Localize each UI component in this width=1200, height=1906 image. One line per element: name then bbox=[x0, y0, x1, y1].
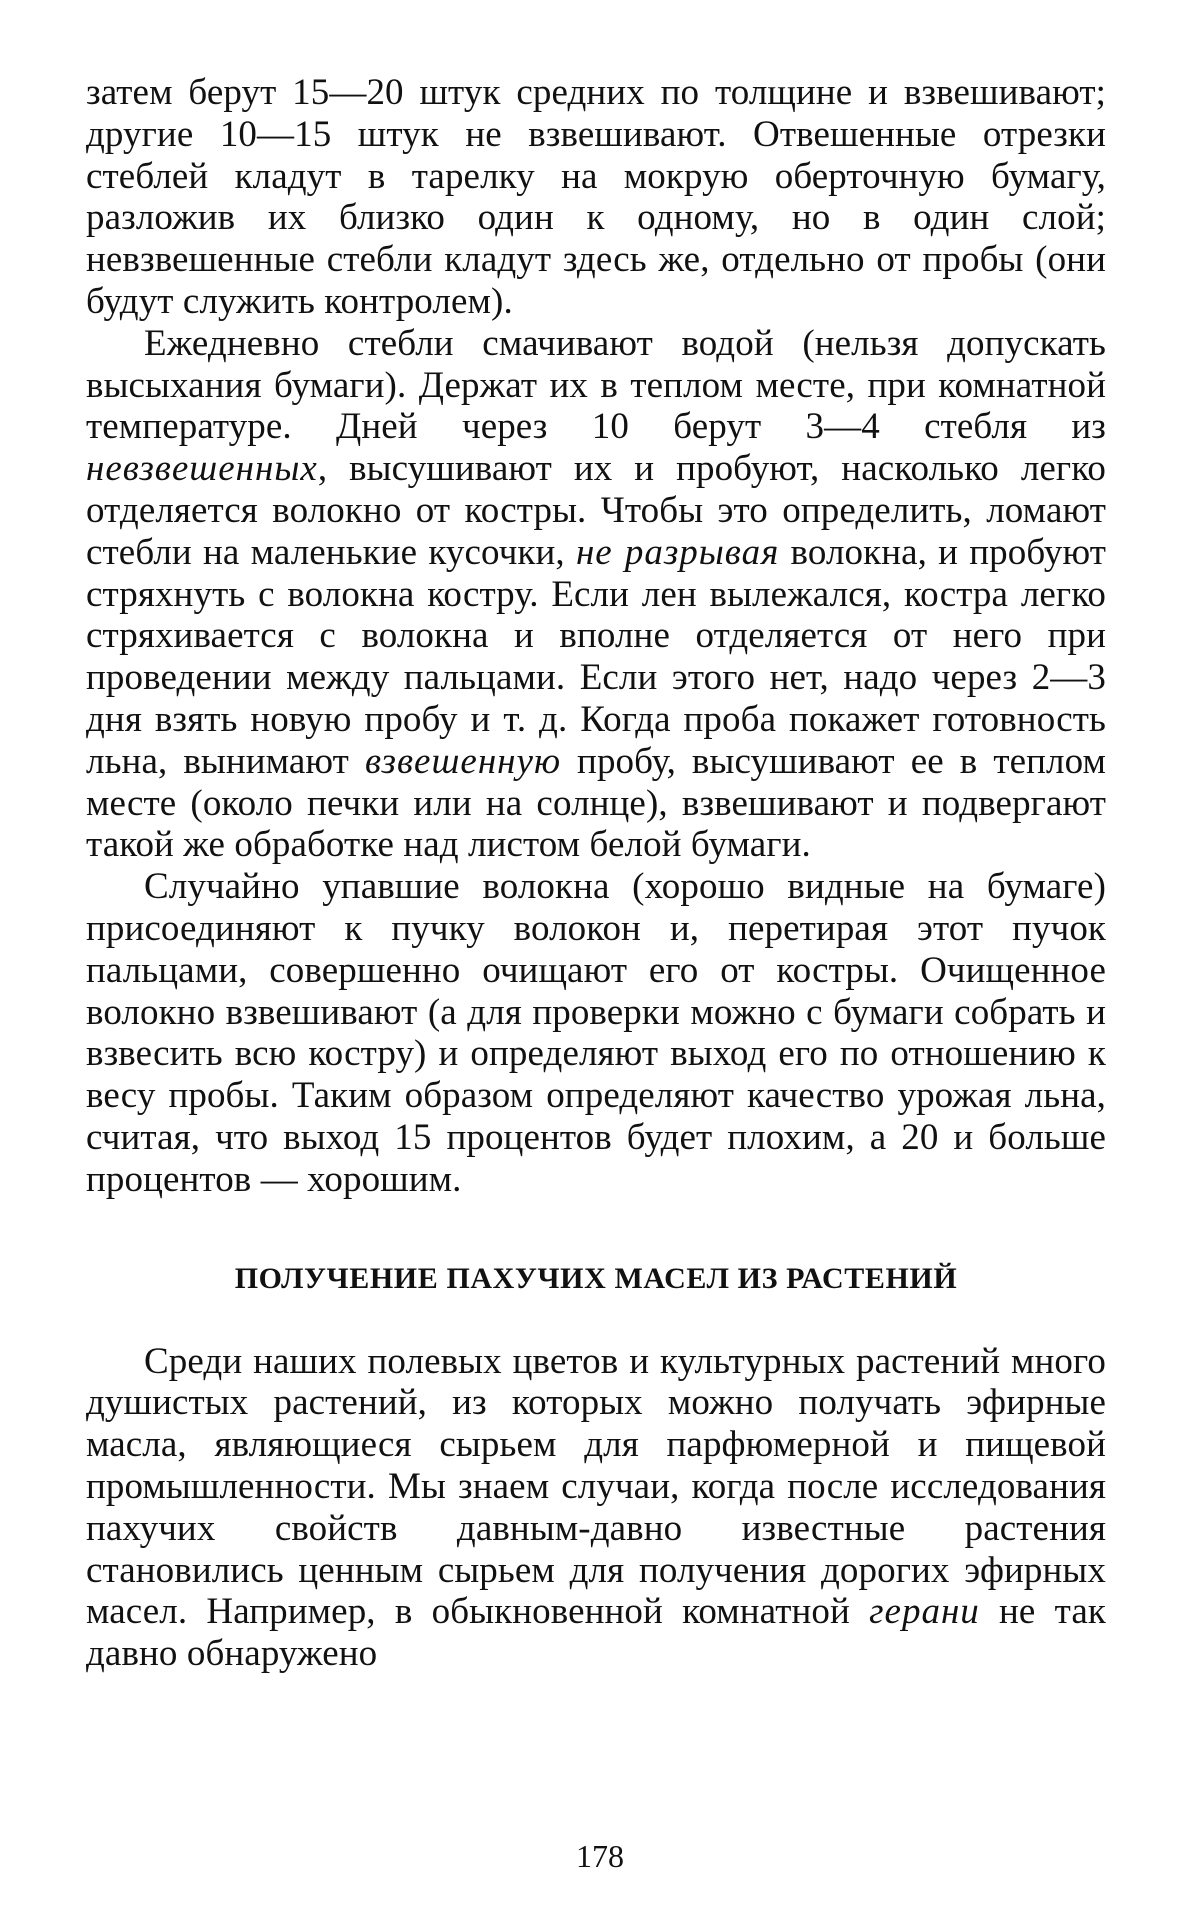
italic-phrase: герани bbox=[869, 1591, 980, 1633]
body-text bbox=[86, 72, 1106, 1201]
text-run: , высушивают их и пробуют, насколько легко отделяется волокно от костры. Чтобы это определить, ломают стебли на маленькие кусочки, bbox=[86, 448, 1106, 573]
paragraph bbox=[86, 866, 1106, 1200]
text-run: затем берут 15—20 штук средних по толщине и взвешивают; другие 10—15 штук не взвешивают. Отвешенные отрезки стеблей кладут в тарелку на мокрую оберточную бумагу, разложив их близко один к одному, но в один слой; невзвешенные стебли кладут здесь же, отдельно от пробы (они будут служить контролем). bbox=[86, 72, 1106, 322]
page-number: 178 bbox=[576, 1838, 624, 1874]
text-run: не так давно обнаружено bbox=[86, 1591, 1106, 1675]
italic-phrase: невзвешенных bbox=[86, 448, 318, 490]
text-run: Ежедневно стебли смачивают водой (нельзя допускать высыхания бумаги). Держат их в теплом месте, при комнатной температуре. Дней через 10 берут 3—4 стебля из bbox=[86, 322, 1106, 448]
text-run: волокна, и пробуют стряхнуть с волокна костру. Если лен вылежался, костра легко стряхивается с волокна и вполне отделяется от него при проведении между пальцами. Если этого нет, надо через 2—3 дня взять новую пробу и т. д. Когда проба покажет готовность льна, вынимают bbox=[86, 531, 1107, 782]
text-run: Среди наших полевых цветов и культурных растений много душистых растений, из которых можно получать эфирные масла, являющиеся сырьем для парфюмерной и пищевой промышленности. Мы знаем случаи, когда после исследования пахучих свойств давным-давно известные растения становились ценным сырьем для получения дорогих эфирных масел. Например, в обыкновенной комнатной bbox=[86, 1340, 1106, 1633]
paragraph bbox=[86, 72, 1106, 323]
paragraph bbox=[86, 323, 1106, 866]
italic-phrase: не разрывая bbox=[575, 531, 780, 573]
section-heading: ПОЛУЧЕНИЕ ПАХУЧИХ МАСЕЛ ИЗ РАСТЕНИЙ bbox=[234, 1261, 958, 1295]
text-run: пробу, высушивают ее в теплом месте (около печки или на солнце), взвешивают и подвергают такой же обработке над листом белой бумаги. bbox=[86, 740, 1106, 866]
italic-phrase: взвешенную bbox=[364, 740, 562, 782]
section-body-text bbox=[86, 1341, 1106, 1675]
paragraph bbox=[86, 1341, 1106, 1675]
text-run: Случайно упавшие волокна (хорошо видные на бумаге) присоединяют к пучку волокон и, перетирая этот пучок пальцами, совершенно очищают его от костры. Очищенное волокно взвешивают (а для проверки можно с бумаги собрать и взвесить всю костру) и определяют выход его по отношению к весу пробы. Таким образом определяют качество урожая льна, считая, что выход 15 процентов будет плохим, а 20 и больше процентов — хорошим. bbox=[86, 866, 1106, 1200]
